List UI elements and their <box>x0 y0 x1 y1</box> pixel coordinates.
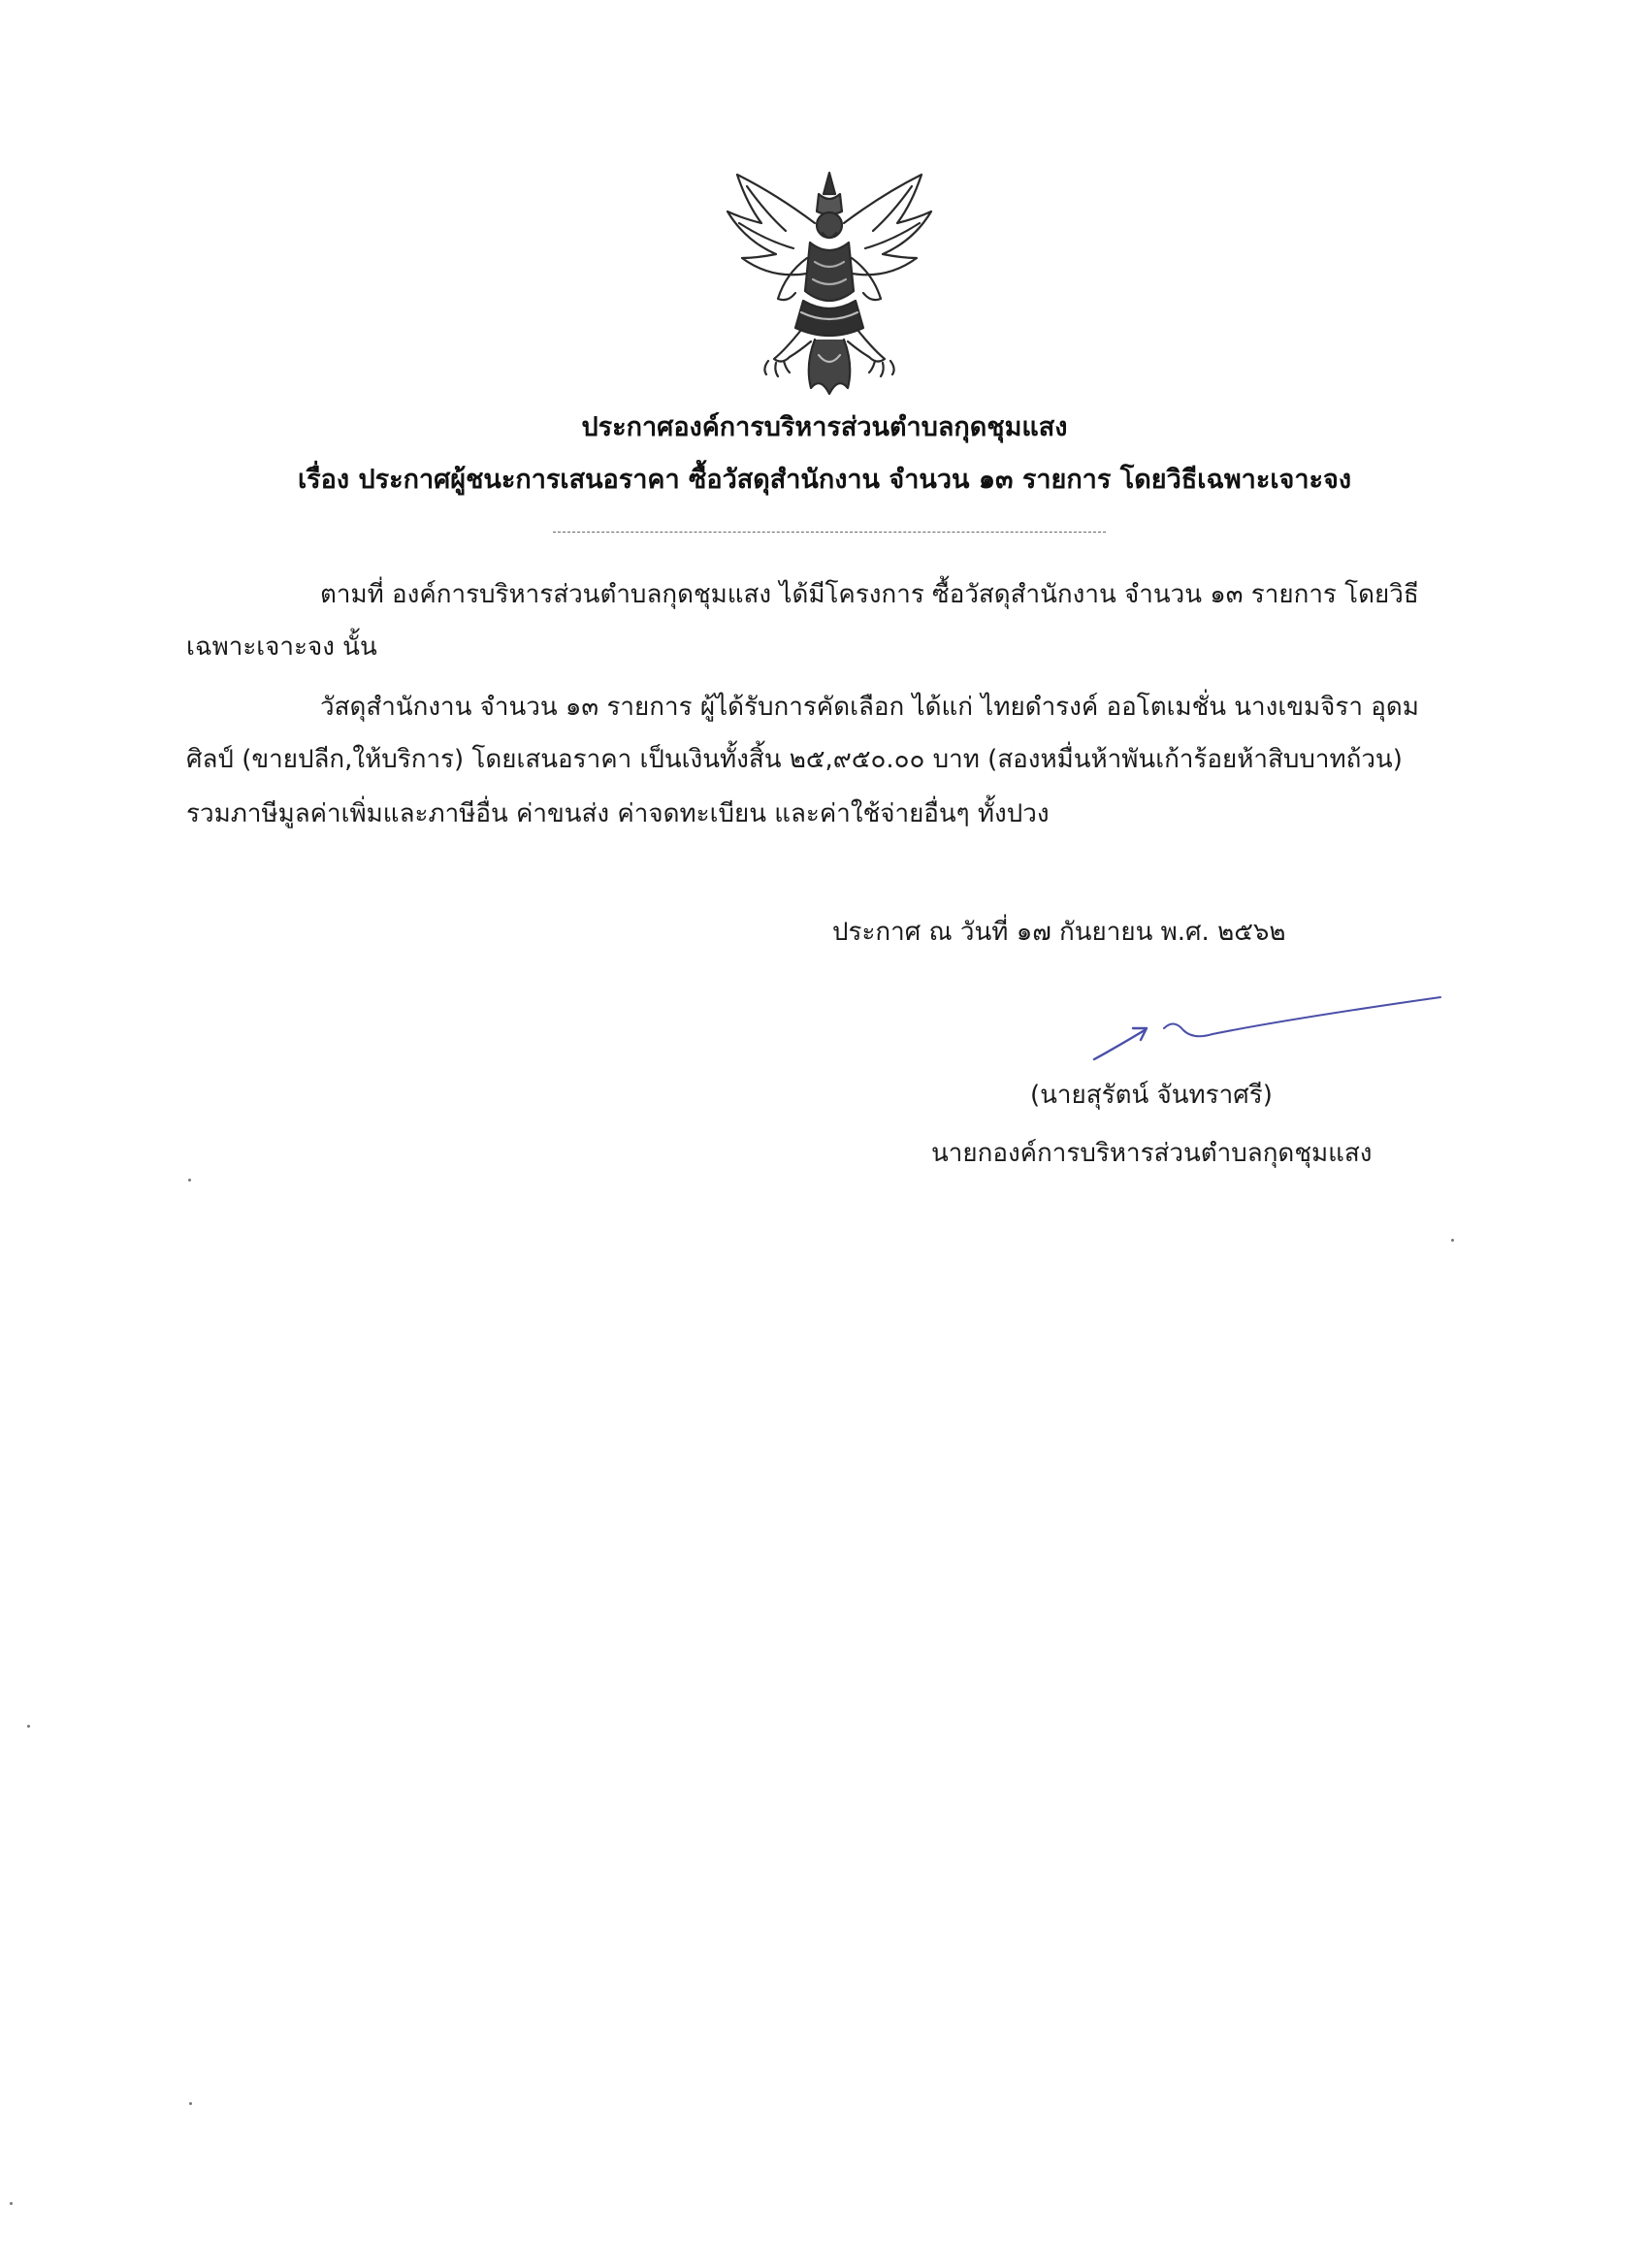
body-paragraph-2-line-2: ศิลป์ (ขายปลีก,ให้บริการ) โดยเสนอราคา เป็นเงินทั้งสิ้น ๒๕,๙๕๐.๐๐ บาท (สองหมื่นห้าพันเก้าร้อยห้าสิบบาทถ้วน) <box>186 745 1403 774</box>
body-paragraph-2-line-1: วัสดุสำนักงาน จำนวน ๑๓ รายการ ผู้ได้รับการคัดเลือก ได้แก่ ไทยดำรงค์ ออโตเมชั่น นางเขมจิรา อุดม <box>320 693 1419 722</box>
body-paragraph-2-line-3: รวมภาษีมูลค่าเพิ่มและภาษีอื่น ค่าขนส่ง ค่าจดทะเบียน และค่าใช้จ่ายอื่นๆ ทั้งปวง <box>186 799 1050 828</box>
handwritten-signature <box>1077 980 1445 1067</box>
scan-speck <box>188 1179 191 1182</box>
signer-name: (นายสุรัตน์ จันทราศรี) <box>1030 1081 1273 1110</box>
announcement-date: ประกาศ ณ วันที่ ๑๗ กันยายน พ.ศ. ๒๕๖๒ <box>832 918 1286 947</box>
scan-speck <box>10 2202 13 2205</box>
announcement-title: ประกาศองค์การบริหารส่วนตำบลกุดชุมแสง <box>581 412 1068 442</box>
signer-position: นายกองค์การบริหารส่วนตำบลกุดชุมแสง <box>931 1139 1373 1168</box>
dashed-divider <box>553 532 1106 533</box>
announcement-subject: เรื่อง ประกาศผู้ชนะการเสนอราคา ซื้อวัสดุสำนักงาน จำนวน ๑๓ รายการ โดยวิธีเฉพาะเจาะจง <box>297 465 1352 495</box>
garuda-emblem-icon <box>718 165 941 398</box>
scan-speck <box>189 2102 192 2105</box>
body-paragraph-1-line-1: ตามที่ องค์การบริหารส่วนตำบลกุดชุมแสง ได้มีโครงการ ซื้อวัสดุสำนักงาน จำนวน ๑๓ รายการ โดยวิธี <box>320 580 1419 609</box>
scan-speck <box>27 1725 30 1728</box>
body-paragraph-1-line-2: เฉพาะเจาะจง นั้น <box>186 632 377 662</box>
scan-speck <box>1451 1239 1454 1242</box>
